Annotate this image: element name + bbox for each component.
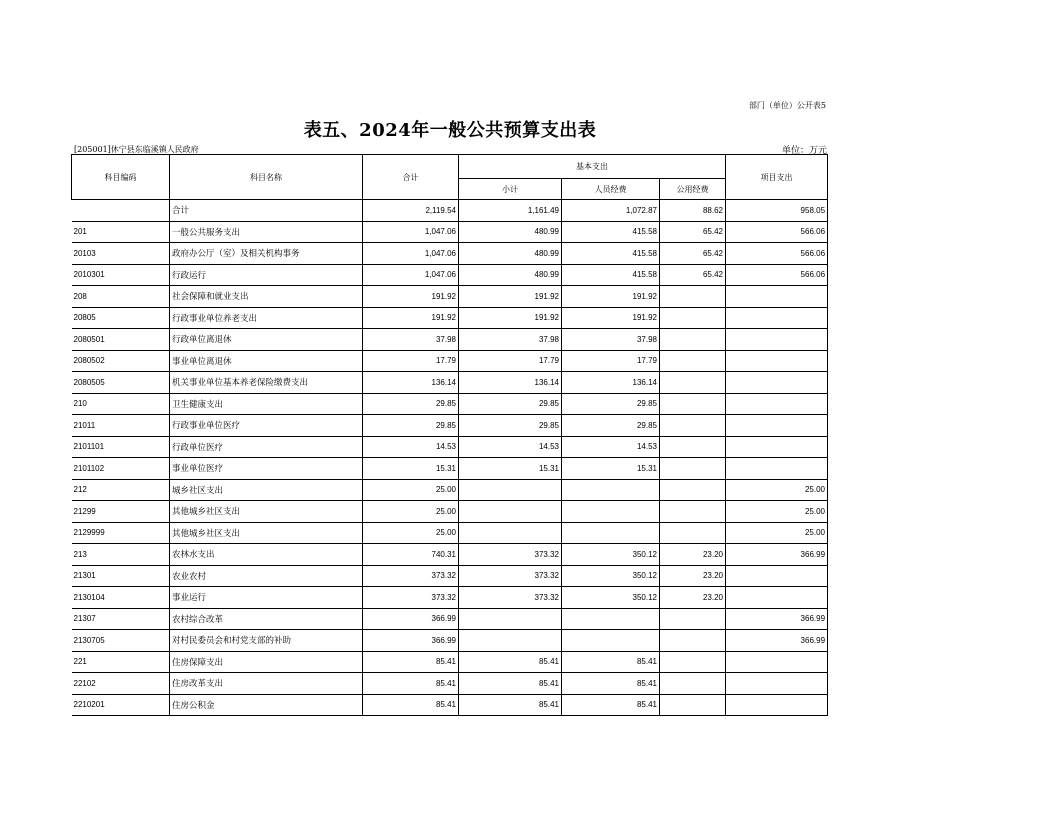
cell-personnel: 136.14 [562,372,660,394]
table-row [72,479,828,501]
table-row [72,415,828,437]
cell-code: 2129999 [72,522,170,544]
table-row [72,522,828,544]
cell-total: 17.79 [363,350,459,372]
cell-name: 事业单位离退休 [170,350,363,372]
cell-code: 21299 [72,501,170,523]
cell-project [726,565,828,587]
cell-total: 740.31 [363,544,459,566]
cell-project [726,393,828,415]
cell-personnel: 17.79 [562,350,660,372]
cell-personnel: 85.41 [562,673,660,695]
table-row [72,651,828,673]
cell-project [726,673,828,695]
cell-total: 373.32 [363,565,459,587]
cell-total: 25.00 [363,501,459,523]
cell-total: 85.41 [363,673,459,695]
cell-public [660,307,726,329]
cell-name: 行政单位离退休 [170,329,363,351]
cell-subtotal: 29.85 [459,415,562,437]
cell-project: 566.06 [726,221,828,243]
cell-name: 农业农村 [170,565,363,587]
cell-personnel [562,479,660,501]
cell-code: 22102 [72,673,170,695]
cell-subtotal: 136.14 [459,372,562,394]
cell-project [726,329,828,351]
cell-subtotal: 191.92 [459,286,562,308]
cell-public: 65.42 [660,221,726,243]
cell-total: 15.31 [363,458,459,480]
cell-total: 85.41 [363,651,459,673]
header-name: 科目名称 [170,155,363,200]
table-row [72,501,828,523]
table-row [72,587,828,609]
table-row [72,458,828,480]
table-row [72,307,828,329]
currency-unit: 单位：万元 [781,146,827,156]
header-basic: 基本支出 [459,155,726,179]
header-public: 公用经费 [660,179,726,200]
cell-personnel: 415.58 [562,221,660,243]
cell-public [660,673,726,695]
cell-code: 213 [72,544,170,566]
cell-project: 566.06 [726,243,828,265]
cell-public [660,651,726,673]
cell-code: 2080502 [72,350,170,372]
header-personnel: 人员经费 [562,179,660,200]
cell-code [72,200,170,222]
cell-total: 1,047.06 [363,243,459,265]
cell-code: 2080505 [72,372,170,394]
cell-total: 29.85 [363,415,459,437]
cell-personnel [562,522,660,544]
table-row [72,372,828,394]
cell-project: 958.05 [726,200,828,222]
cell-subtotal: 191.92 [459,307,562,329]
cell-subtotal: 29.85 [459,393,562,415]
cell-subtotal: 373.32 [459,544,562,566]
table-row [72,286,828,308]
cell-public [660,479,726,501]
cell-subtotal: 14.53 [459,436,562,458]
table-header [72,155,828,200]
cell-name: 一般公共服务支出 [170,221,363,243]
cell-code: 208 [72,286,170,308]
cell-subtotal: 480.99 [459,264,562,286]
cell-project [726,651,828,673]
cell-public: 23.20 [660,565,726,587]
cell-project: 366.99 [726,608,828,630]
cell-public [660,458,726,480]
cell-public [660,350,726,372]
cell-total: 85.41 [363,694,459,716]
cell-project [726,307,828,329]
cell-subtotal: 85.41 [459,651,562,673]
cell-personnel: 415.58 [562,264,660,286]
cell-subtotal: 85.41 [459,694,562,716]
cell-total: 136.14 [363,372,459,394]
cell-public [660,522,726,544]
cell-total: 29.85 [363,393,459,415]
cell-personnel: 37.98 [562,329,660,351]
cell-name: 合计 [170,200,363,222]
cell-code: 210 [72,393,170,415]
cell-personnel: 350.12 [562,544,660,566]
cell-code: 2101101 [72,436,170,458]
cell-public [660,393,726,415]
cell-total: 25.00 [363,479,459,501]
cell-personnel: 350.12 [562,565,660,587]
cell-project: 566.06 [726,264,828,286]
budget-table [71,154,828,716]
cell-personnel: 85.41 [562,694,660,716]
cell-project [726,372,828,394]
cell-code: 20103 [72,243,170,265]
cell-code: 2130104 [72,587,170,609]
table-row [72,243,828,265]
cell-subtotal [459,522,562,544]
cell-public: 23.20 [660,544,726,566]
cell-public [660,608,726,630]
cell-personnel: 191.92 [562,286,660,308]
cell-total: 1,047.06 [363,221,459,243]
cell-code: 21307 [72,608,170,630]
cell-personnel: 191.92 [562,307,660,329]
cell-subtotal: 1,161.49 [459,200,562,222]
cell-public [660,415,726,437]
cell-name: 社会保障和就业支出 [170,286,363,308]
table-row [72,329,828,351]
table-row [72,393,828,415]
cell-subtotal [459,608,562,630]
table-row [72,694,828,716]
cell-total: 25.00 [363,522,459,544]
cell-name: 农林水支出 [170,544,363,566]
cell-public [660,630,726,652]
cell-project [726,436,828,458]
cell-name: 机关事业单位基本养老保险缴费支出 [170,372,363,394]
cell-subtotal: 480.99 [459,243,562,265]
cell-code: 21011 [72,415,170,437]
header-total: 合计 [363,155,459,200]
cell-project [726,286,828,308]
cell-name: 卫生健康支出 [170,393,363,415]
cell-subtotal: 15.31 [459,458,562,480]
cell-project: 25.00 [726,479,828,501]
cell-project: 25.00 [726,501,828,523]
table-row [72,544,828,566]
cell-code: 20805 [72,307,170,329]
cell-code: 21301 [72,565,170,587]
cell-name: 农村综合改革 [170,608,363,630]
cell-total: 37.98 [363,329,459,351]
cell-personnel: 29.85 [562,415,660,437]
cell-name: 行政事业单位养老支出 [170,307,363,329]
cell-public: 65.42 [660,264,726,286]
cell-public [660,329,726,351]
cell-total: 191.92 [363,307,459,329]
cell-subtotal: 373.32 [459,565,562,587]
table-body [72,200,828,716]
cell-public [660,501,726,523]
cell-public [660,372,726,394]
cell-public: 23.20 [660,587,726,609]
cell-name: 住房保障支出 [170,651,363,673]
table-row [72,436,828,458]
cell-code: 2101102 [72,458,170,480]
cell-public [660,286,726,308]
table-row [72,264,828,286]
cell-name: 住房公积金 [170,694,363,716]
cell-name: 住房改革支出 [170,673,363,695]
cell-name: 事业单位医疗 [170,458,363,480]
cell-name: 政府办公厅（室）及相关机构事务 [170,243,363,265]
table-row [72,673,828,695]
cell-personnel: 14.53 [562,436,660,458]
cell-project [726,350,828,372]
cell-project [726,587,828,609]
cell-name: 行政事业单位医疗 [170,415,363,437]
table-row [72,630,828,652]
cell-code: 2010301 [72,264,170,286]
cell-personnel: 415.58 [562,243,660,265]
cell-code: 221 [72,651,170,673]
header-code: 科目编码 [72,155,170,200]
cell-project [726,694,828,716]
cell-total: 14.53 [363,436,459,458]
cell-personnel: 350.12 [562,587,660,609]
cell-project: 366.99 [726,544,828,566]
cell-code: 201 [72,221,170,243]
cell-personnel [562,608,660,630]
table-row [72,200,828,222]
table-row [72,221,828,243]
cell-code: 212 [72,479,170,501]
cell-personnel: 29.85 [562,393,660,415]
cell-subtotal: 37.98 [459,329,562,351]
cell-code: 2080501 [72,329,170,351]
cell-name: 城乡社区支出 [170,479,363,501]
cell-subtotal: 480.99 [459,221,562,243]
cell-subtotal [459,630,562,652]
header-project: 项目支出 [726,155,828,200]
cell-total: 191.92 [363,286,459,308]
cell-total: 1,047.06 [363,264,459,286]
cell-subtotal: 17.79 [459,350,562,372]
cell-project: 366.99 [726,630,828,652]
cell-name: 其他城乡社区支出 [170,522,363,544]
cell-public [660,694,726,716]
cell-name: 事业运行 [170,587,363,609]
header-subtotal: 小计 [459,179,562,200]
cell-public: 88.62 [660,200,726,222]
cell-personnel: 1,072.87 [562,200,660,222]
cell-code: 2210201 [72,694,170,716]
cell-total: 2,119.54 [363,200,459,222]
table-row [72,350,828,372]
cell-personnel [562,501,660,523]
cell-name: 对村民委员会和村党支部的补助 [170,630,363,652]
cell-total: 366.99 [363,608,459,630]
unit-organization: [205001]休宁县东临溪镇人民政府 [74,145,199,154]
page-title: 表五、2024年一般公共预算支出表 [303,120,597,141]
cell-public [660,436,726,458]
cell-subtotal [459,501,562,523]
cell-total: 366.99 [363,630,459,652]
cell-name: 行政单位医疗 [170,436,363,458]
cell-personnel: 15.31 [562,458,660,480]
cell-project: 25.00 [726,522,828,544]
cell-personnel [562,630,660,652]
cell-name: 其他城乡社区支出 [170,501,363,523]
cell-personnel: 85.41 [562,651,660,673]
cell-project [726,458,828,480]
cell-subtotal: 85.41 [459,673,562,695]
cell-code: 2130705 [72,630,170,652]
table-number-tag: 部门（单位）公开表5 [748,101,826,110]
cell-name: 行政运行 [170,264,363,286]
cell-public: 65.42 [660,243,726,265]
table-row [72,565,828,587]
cell-subtotal [459,479,562,501]
table-row [72,608,828,630]
cell-project [726,415,828,437]
cell-total: 373.32 [363,587,459,609]
cell-subtotal: 373.32 [459,587,562,609]
